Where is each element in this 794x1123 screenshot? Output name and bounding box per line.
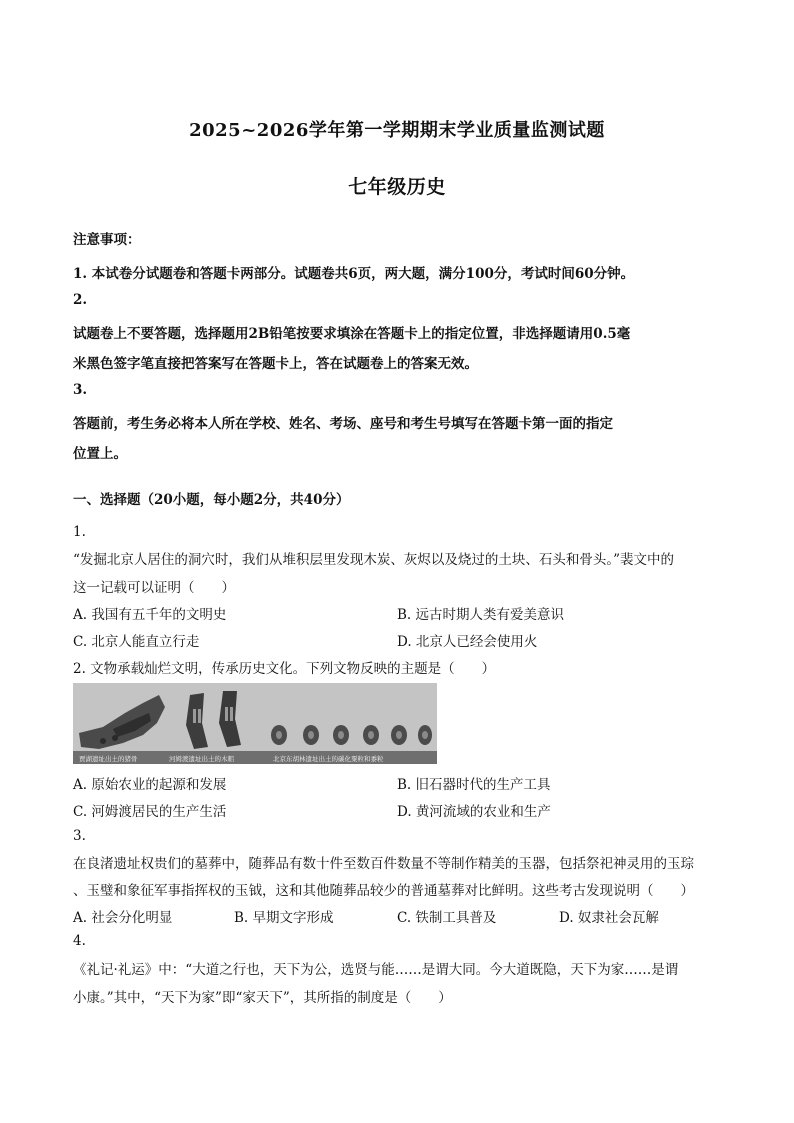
note-3-line-1: 答题前，考生务必将本人所在学校、姓名、考场、座号和考生号填写在答题卡第一面的指定 bbox=[73, 416, 613, 432]
q2-artifacts-photo bbox=[73, 683, 437, 764]
q2-caption-3: 北京东胡林遗址出土的碳化粟粒和黍粒 bbox=[273, 755, 384, 763]
q3-option-b: B. 早期文字形成 bbox=[234, 910, 334, 926]
q2-option-b: B. 旧石器时代的生产工具 bbox=[397, 777, 551, 793]
q1-option-d: D. 北京人已经会使用火 bbox=[397, 634, 538, 650]
q4-stem-line-1: 《礼记·礼运》中：“大道之行也，天下为公，选贤与能……是谓大同。今大道既隐，天下为家……是谓 bbox=[73, 962, 679, 978]
q2-stem: 2. 文物承载灿烂文明，传承历史文化。下列文物反映的主题是（ ） bbox=[73, 661, 496, 677]
q1-option-a: A. 我国有五千年的文明史 bbox=[73, 607, 227, 623]
q3-option-a: A. 社会分化明显 bbox=[73, 910, 173, 926]
q2-option-d: D. 黄河流域的农业和生产 bbox=[397, 804, 551, 820]
q1-option-b: B. 远古时期人类有爱美意识 bbox=[397, 607, 565, 623]
notes-heading: 注意事项： bbox=[73, 232, 141, 248]
q1-stem-line-1: “发掘北京人居住的洞穴时，我们从堆积层里发现木炭、灰烬以及烧过的土块、石头和骨头。”裴文中的 bbox=[73, 552, 675, 568]
q3-option-d: D. 奴隶社会瓦解 bbox=[559, 910, 659, 926]
q2-option-c: C. 河姆渡居民的生产生活 bbox=[73, 804, 227, 820]
q1-number: 1. bbox=[73, 524, 86, 540]
q2-option-a: A. 原始农业的起源和发展 bbox=[73, 777, 227, 793]
q4-stem-line-2: 小康。”其中，“天下为家”即“家天下”，其所指的制度是（ ） bbox=[73, 990, 452, 1006]
exam-title: 2025~2026学年第一学期期末学业质量监测试题 bbox=[189, 120, 605, 141]
section-heading-choice: 一、选择题（20小题，每小题2分，共40分） bbox=[73, 492, 350, 508]
note-2-line-1: 试题卷上不要答题，选择题用2B铅笔按要求填涂在答题卡上的指定位置，非选择题请用0.5毫 bbox=[73, 326, 631, 342]
q1-stem-line-2: 这一记载可以证明（ ） bbox=[73, 580, 235, 596]
q3-option-c: C. 铁制工具普及 bbox=[397, 910, 497, 926]
q2-caption-1: 贾湖遗址出土的猪骨 bbox=[79, 755, 138, 763]
note-3-line-2: 位置上。 bbox=[73, 446, 127, 462]
q4-number: 4. bbox=[73, 933, 86, 949]
q1-option-c: C. 北京人能直立行走 bbox=[73, 634, 200, 650]
note-2-number: 2. bbox=[73, 292, 88, 308]
note-1: 1. 本试卷分试题卷和答题卡两部分。试题卷共6页，两大题，满分100分，考试时间60分钟。 bbox=[73, 266, 635, 282]
note-3-number: 3. bbox=[73, 382, 88, 398]
q3-stem-line-2: 、玉璧和象征军事指挥权的玉钺，这和其他随葬品较少的普通墓葬对比鲜明。这些考古发现说明（ ） bbox=[73, 883, 694, 899]
exam-subtitle: 七年级历史 bbox=[348, 176, 446, 198]
q3-stem-line-1: 在良渚遗址权贵们的墓葬中，随葬品有数十件至数百件数量不等制作精美的玉器，包括祭祀神灵用的玉琮 bbox=[73, 856, 694, 872]
q3-number: 3. bbox=[73, 828, 86, 844]
q2-caption-2: 河姆渡遗址出土的木耜 bbox=[169, 755, 234, 763]
note-2-line-2: 米黑色签字笔直接把答案写在答题卡上，答在试题卷上的答案无效。 bbox=[73, 356, 478, 372]
